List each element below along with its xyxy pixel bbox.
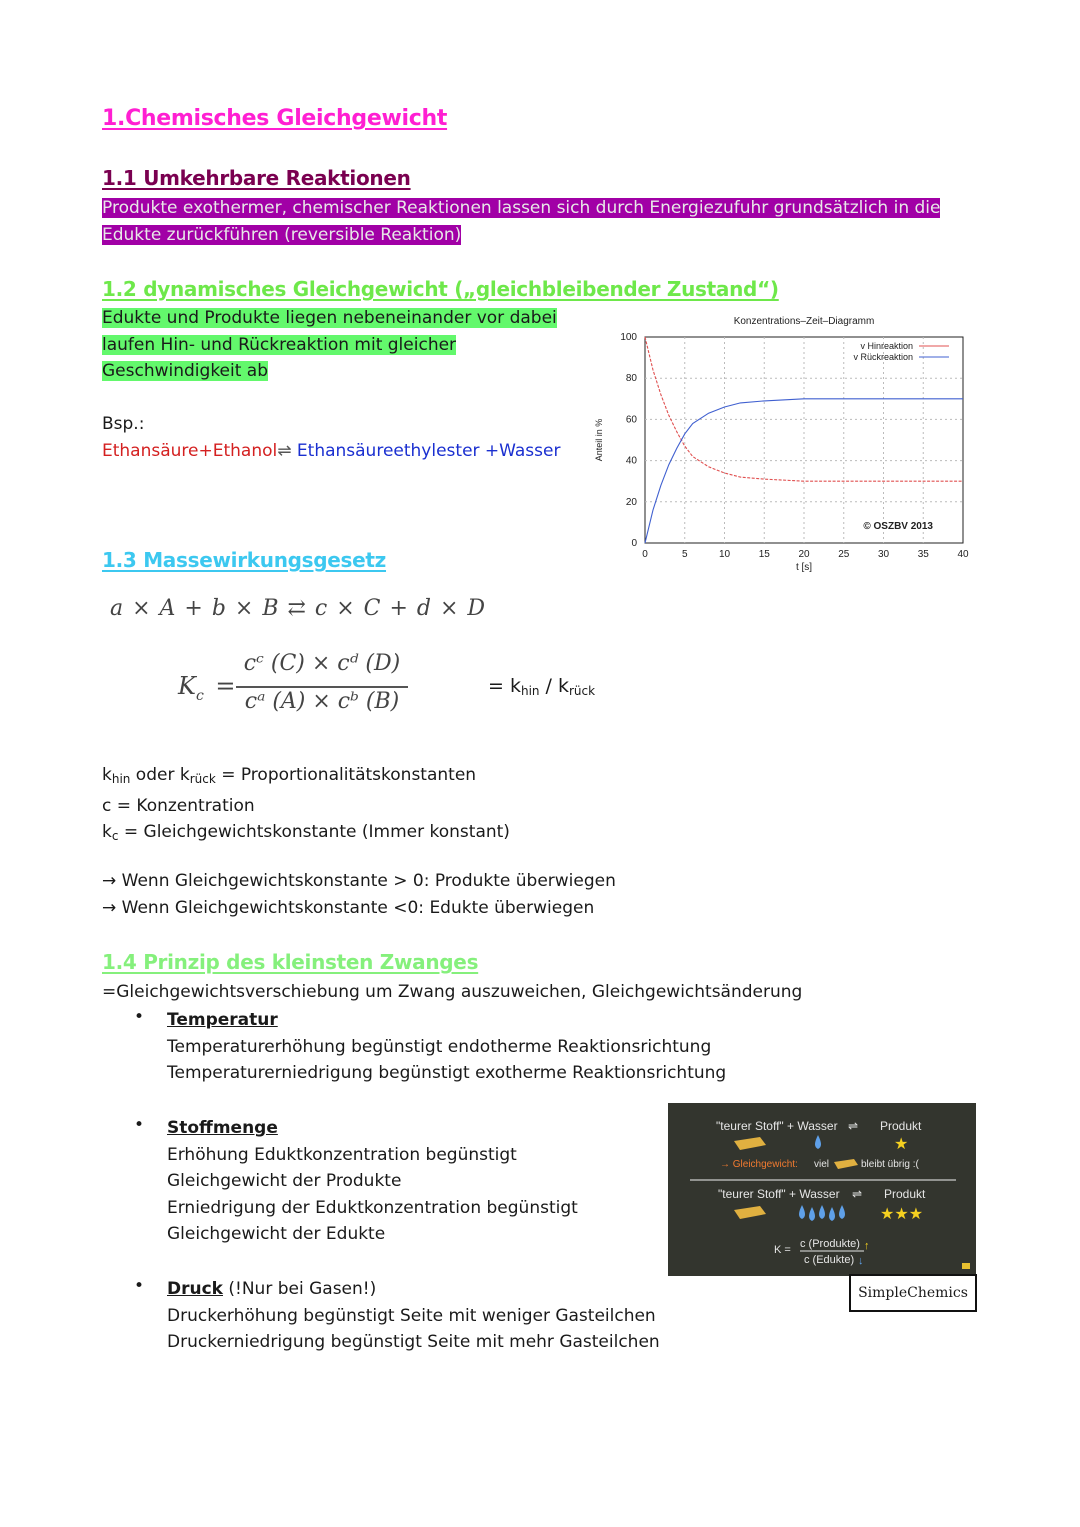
section-1-1-text	[102, 195, 940, 248]
reaction-equation: a × A + b × B ⇄ c × C + d × D	[110, 596, 487, 621]
ratio-rueck-sub: rück	[569, 684, 596, 698]
up-arrow-icon: ↑	[864, 1240, 870, 1252]
down-arrow-icon: ↓	[858, 1255, 864, 1267]
chalk-piece	[962, 1263, 970, 1269]
conclusion-products: → Wenn Gleichgewichtskonstante > 0: Produkte überwiegen	[102, 871, 616, 891]
y-tick-label: 0	[631, 538, 637, 549]
example-reaction	[102, 438, 560, 465]
fraction-denominator: cᵃ (A) × cᵇ (B)	[244, 689, 400, 714]
def-k: k	[102, 765, 112, 785]
board-note-c: bleibt übrig :(	[861, 1159, 919, 1170]
x-tick-label: 40	[957, 549, 969, 560]
section-1-3-title: 1.3 Massewirkungsgesetz	[102, 548, 387, 572]
pressure-title: Druck	[167, 1279, 223, 1299]
temperature-block	[167, 1007, 726, 1087]
definition-k	[102, 762, 510, 793]
def-rueck-sub: rück	[189, 772, 216, 786]
ratio-k-rueck: / k	[539, 675, 569, 697]
board-k-numerator: c (Produkte)	[800, 1238, 860, 1250]
board-row1-arrow-icon: ⇌	[848, 1119, 859, 1133]
board-k-label: K =	[774, 1244, 791, 1256]
legend-label-2: v Rückreaktion	[853, 352, 913, 362]
board-k-denominator: c (Edukte)	[804, 1254, 855, 1266]
pressure-block	[167, 1276, 660, 1356]
x-tick-label: 35	[917, 549, 929, 560]
chart-title: Konzentrations–Zeit–Diagramm	[733, 316, 875, 327]
board-note-b: viel	[814, 1159, 830, 1170]
section-1-2-title: 1.2 dynamisches Gleichgewicht („gleichbleibender Zustand“)	[102, 277, 779, 301]
ratio-k-hin: = k	[488, 675, 521, 697]
section-1-4-intro: =Gleichgewichtsverschiebung um Zwang auszuweichen, Gleichgewichtsänderung	[102, 982, 803, 1002]
bullet-substance-amount: •	[134, 1115, 145, 1135]
section-1-1-line2: Edukte zurückführen (reversible Reaktion)	[102, 224, 462, 245]
pressure-line2: Druckerniedrigung begünstigt Seite mit mehr Gasteilchen	[167, 1332, 660, 1352]
brand-logo: SimpleChemics	[849, 1274, 977, 1312]
pressure-heading	[167, 1276, 660, 1303]
y-tick-label: 100	[620, 332, 637, 343]
substance-line4: Gleichgewicht der Edukte	[167, 1224, 386, 1244]
star-icon: ★	[894, 1136, 909, 1153]
chalkboard-illustration	[668, 1103, 976, 1276]
definition-c: c = Konzentration	[102, 795, 255, 816]
stars-icon: ★★★	[880, 1206, 924, 1223]
temperature-line2: Temperaturerniedrigung begünstigt exotherme Reaktionsrichtung	[167, 1063, 727, 1083]
ratio-hin-sub: hin	[520, 684, 540, 698]
substance-line1: Erhöhung Eduktkonzentration begünstigt	[167, 1144, 517, 1165]
x-tick-label: 30	[877, 549, 890, 560]
temperature-title: Temperatur	[167, 1010, 278, 1030]
section-1-2-line3: Geschwindigkeit ab	[102, 361, 269, 381]
substance-amount-block	[167, 1115, 578, 1248]
equilibrium-arrow-icon: ⇌	[277, 441, 292, 461]
board-note-a: → Gleichgewicht:	[720, 1159, 798, 1170]
x-tick-label: 15	[758, 549, 770, 560]
x-tick-label: 5	[681, 549, 688, 560]
pressure-line1: Druckerhöhung begünstigt Seite mit weniger Gasteilchen	[167, 1305, 656, 1326]
def-kc-sub: c	[111, 829, 119, 843]
pressure-note: (!Nur bei Gasen!)	[222, 1279, 377, 1299]
x-axis-label: t [s]	[795, 562, 813, 573]
def-hin-sub: hin	[111, 772, 131, 786]
kc-symbol	[178, 672, 236, 704]
section-1-2-line2: laufen Hin- und Rückreaktion mit gleicher	[102, 334, 457, 355]
rate-constant-ratio	[488, 673, 595, 705]
legend-label-1: v Hinreaktion	[860, 341, 913, 351]
definition-kc	[102, 819, 510, 850]
board-row1-right: Produkt	[880, 1119, 922, 1133]
board-row1-left: "teurer Stoff" + Wasser	[716, 1119, 838, 1133]
x-tick-label: 0	[642, 549, 648, 560]
kc-letter: K	[178, 672, 196, 700]
y-tick-label: 60	[625, 414, 637, 426]
def-kc-k: k	[102, 822, 112, 842]
substance-amount-title: Stoffmenge	[167, 1118, 278, 1138]
concentration-time-chart	[590, 308, 980, 583]
kc-subscript: c	[195, 687, 204, 704]
def-oder: oder k	[130, 765, 190, 785]
x-tick-label: 25	[838, 549, 850, 560]
kc-equals: =	[215, 672, 236, 700]
example-educts: Ethansäure+Ethanol	[102, 441, 278, 461]
bullet-pressure: •	[134, 1276, 145, 1296]
x-tick-label: 20	[798, 549, 810, 560]
section-1-4-title: 1.4 Prinzip des kleinsten Zwanges	[102, 950, 479, 974]
conclusions	[102, 868, 616, 921]
conclusion-educts: → Wenn Gleichgewichtskonstante <0: Edukte überwiegen	[102, 897, 595, 918]
section-1-2-text	[102, 305, 557, 385]
example-products: Ethansäureethylester +Wasser	[296, 441, 561, 461]
section-1-1-line1: Produkte exothermer, chemischer Reaktionen lassen sich durch Energiezufuhr grundsätzlich in die	[102, 198, 941, 218]
temperature-line1: Temperaturerhöhung begünstigt endotherme Reaktionsrichtung	[167, 1036, 712, 1057]
def-proportionality: = Proportionalitätskonstanten	[215, 765, 477, 785]
section-1-2-line1: Edukte und Produkte liegen nebeneinander vor dabei	[102, 308, 557, 328]
section-1-1-title: 1.1 Umkehrbare Reaktionen	[102, 166, 411, 190]
chart-annotation: © OSZBV 2013	[863, 521, 933, 532]
board-row2-right: Produkt	[884, 1187, 926, 1201]
bullet-temperature: •	[134, 1007, 145, 1027]
substance-line3: Erniedrigung der Eduktkonzentration begünstigt	[167, 1197, 578, 1218]
y-axis-label: Anteil in %	[594, 418, 604, 462]
example-label: Bsp.:	[102, 414, 145, 434]
y-tick-label: 40	[625, 455, 637, 467]
board-row2-arrow-icon: ⇌	[852, 1187, 863, 1201]
fraction-numerator: cᶜ (C) × cᵈ (D)	[243, 651, 401, 676]
def-kc-text: = Gleichgewichtskonstante (Immer konstant)	[118, 822, 510, 842]
definitions	[102, 762, 510, 850]
board-row2-left: "teurer Stoff" + Wasser	[718, 1187, 840, 1201]
x-tick-label: 10	[718, 549, 731, 560]
y-tick-label: 80	[625, 373, 637, 385]
substance-line2: Gleichgewicht der Produkte	[167, 1171, 402, 1191]
fraction-bar	[236, 686, 408, 688]
page-title: 1.Chemisches Gleichgewicht	[102, 106, 448, 131]
y-tick-label: 20	[625, 496, 637, 508]
